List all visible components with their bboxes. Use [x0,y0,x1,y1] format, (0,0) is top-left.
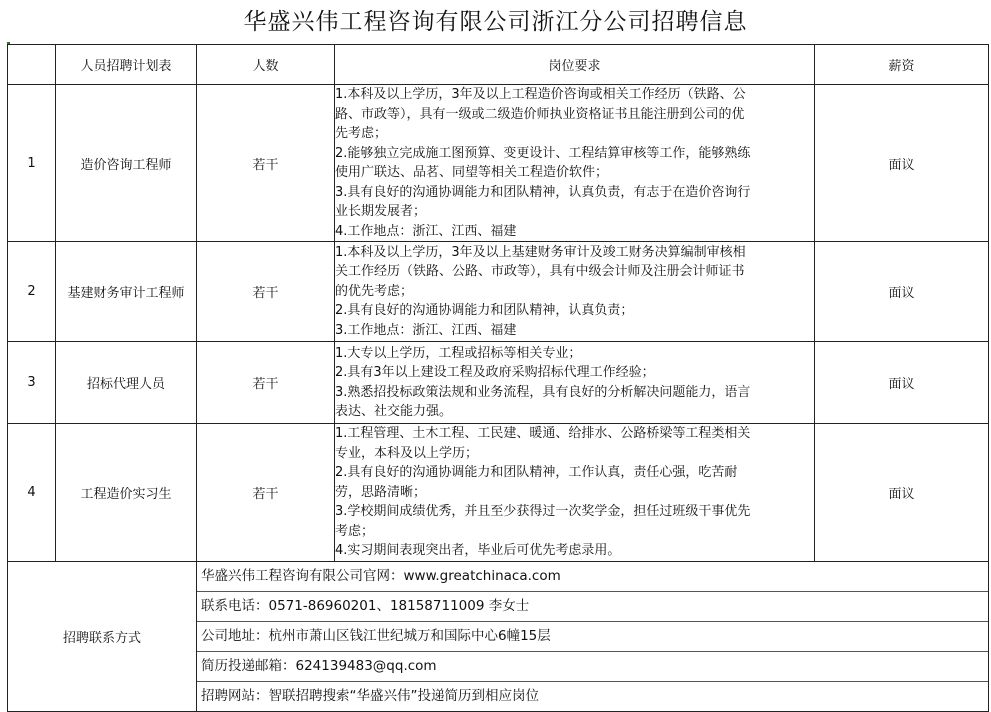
header-salary: 薪资 [815,45,989,85]
row-index: 3 [8,342,56,424]
requirement-line: 的优先考虑； [335,283,414,299]
contact-email: 简历投递邮箱：624139483@qq.com [197,652,988,682]
requirement-line: 劳，思路清晰； [335,484,427,500]
row-position: 招标代理人员 [56,342,197,424]
row-position: 造价咨询工程师 [56,85,197,242]
row-index: 4 [8,424,56,562]
row-requirements [335,424,815,562]
requirement-line: 先考虑； [335,126,388,141]
requirement-line: 4.工作地点：浙江、江西、福建 [335,223,517,239]
row-salary: 面议 [815,342,989,424]
row-salary: 面议 [815,424,989,562]
requirement-line: 1.大专以上学历，工程或招标等相关专业； [335,345,582,361]
requirement-line: 3.熟悉招投标政策法规和业务流程，具有良好的分析解决问题能力，语言 [335,384,751,400]
header-row [8,45,989,85]
row-index: 1 [8,85,56,242]
header-index [8,45,56,85]
requirement-line: 2.具有良好的沟通协调能力和团队精神，工作认真，责任心强，吃苦耐 [335,465,738,481]
contact-details [197,562,989,712]
row-salary: 面议 [815,242,989,342]
row-count: 若干 [197,242,335,342]
table-row [8,342,989,424]
requirement-line: 考虑； [335,523,375,539]
table-row [8,85,989,242]
page-title: 华盛兴伟工程咨询有限公司浙江分公司招聘信息 [243,9,748,35]
contact-row [8,562,989,712]
contact-label: 招聘联系方式 [8,562,197,712]
requirement-line: 1.本科及以上学历，3年及以上工程造价咨询或相关工作经历（铁路、公 [335,87,746,102]
requirement-line: 1.工程管理、土木工程、工民建、暖通、给排水、公路桥梁等工程类相关 [335,426,751,442]
requirement-line: 路、市政等），具有一级或二级造价师执业资格证书且能注册到公司的优 [335,106,745,122]
table-row [8,242,989,342]
row-position: 基建财务审计工程师 [56,242,197,342]
header-count: 人数 [197,45,335,85]
row-count: 若干 [197,85,335,242]
requirement-line: 2.能够独立完成施工图预算、变更设计、工程结算审核等工作，能够熟练 [335,145,751,161]
requirement-line: 使用广联达、品茗、同望等相关工程造价软件； [335,165,609,180]
requirement-line: 3.工作地点：浙江、江西、福建 [335,322,517,338]
row-requirements [335,242,815,342]
requirement-line: 2.具有3年以上建设工程及政府采购招标代理工作经验； [335,365,655,380]
requirement-line: 专业，本科及以上学历； [335,445,479,461]
header-plan: 人员招聘计划表 [56,45,197,85]
row-count: 若干 [197,424,335,562]
row-requirements [335,85,815,242]
requirement-line: 关工作经历（铁路、公路、市政等），具有中级会计师及注册会计师证书 [335,264,745,280]
requirement-line: 表达、社交能力强。 [335,404,453,419]
contact-address: 公司地址：杭州市萧山区钱江世纪城万和国际中心6幢15层 [197,622,988,652]
row-salary: 面议 [815,85,989,242]
requirement-line: 4.实习期间表现突出者，毕业后可优先考虑录用。 [335,543,621,559]
recruitment-table [7,44,989,712]
table-row [8,424,989,562]
requirement-line: 2.具有良好的沟通协调能力和团队精神，认真负责； [335,303,634,319]
header-requirements: 岗位要求 [335,45,815,85]
contact-phone: 联系电话：0571-86960201、18158711009 李女士 [197,592,988,622]
row-index: 2 [8,242,56,342]
requirement-line: 3.学校期间成绩优秀，并且至少获得过一次奖学金，担任过班级干事优先 [335,504,751,520]
row-requirements [335,342,815,424]
requirement-line: 1.本科及以上学历，3年及以上基建财务审计及竣工财务决算编制审核相 [335,244,746,260]
contact-job-site: 招聘网站：智联招聘搜索“华盛兴伟”投递简历到相应岗位 [201,688,539,704]
row-count: 若干 [197,342,335,424]
requirement-line: 业长期发展者； [335,204,427,219]
requirement-line: 3.具有良好的沟通协调能力和团队精神，认真负责，有志于在造价咨询行 [335,184,751,200]
row-position: 工程造价实习生 [56,424,197,562]
contact-website: 华盛兴伟工程咨询有限公司官网：www.greatchinaca.com [197,562,988,592]
